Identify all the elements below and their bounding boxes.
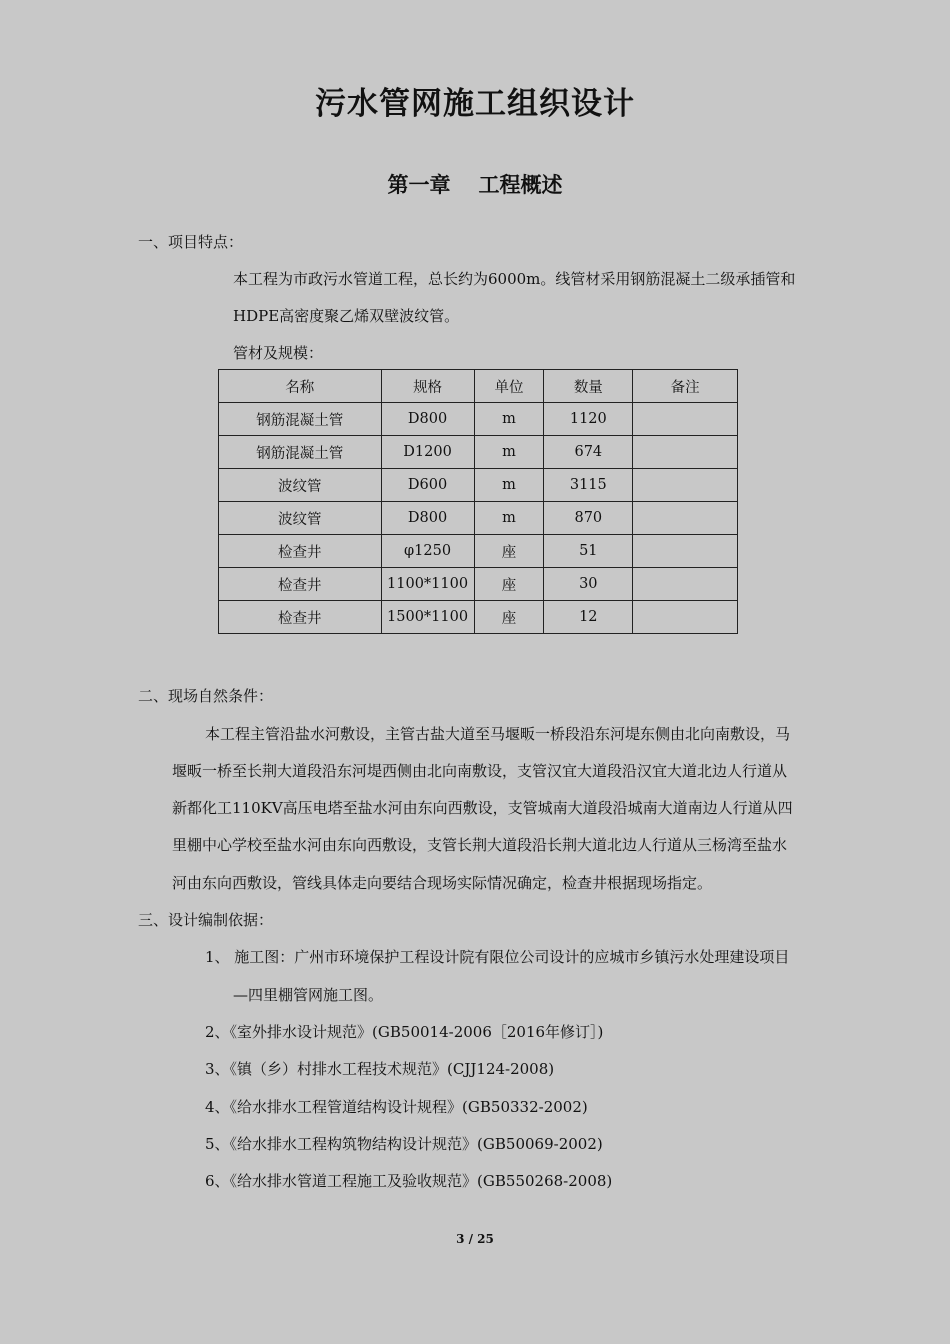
materials-table (218, 369, 738, 634)
cell-remark (633, 601, 738, 634)
section2-line: 河由东向西敷设，管线具体走向要结合现场实际情况确定，检查井根据现场指定。 (172, 874, 713, 892)
header-name: 名称 (219, 370, 382, 403)
cell-unit: 座 (474, 601, 544, 634)
table-row (219, 601, 738, 634)
section1-line: 本工程为市政污水管道工程，总长约为6000m。线管材采用钢筋混凝土二级承插管和 (233, 270, 796, 288)
cell-quantity: 12 (544, 601, 633, 634)
cell-name: 检查井 (219, 601, 382, 634)
cell-spec: φ1250 (381, 535, 474, 568)
reference-item: 4、《给水排水工程管道结构设计规程》(GB50332-2002) (205, 1098, 588, 1116)
table-caption: 管材及规模： (233, 344, 324, 362)
cell-remark (633, 568, 738, 601)
cell-spec: D1200 (381, 436, 474, 469)
chapter-name: 工程概述 (478, 173, 563, 197)
reference-item: 5、《给水排水工程构筑物结构设计规范》(GB50069-2002) (205, 1135, 603, 1153)
table-row (219, 436, 738, 469)
table-row (219, 502, 738, 535)
cell-quantity: 1120 (544, 403, 633, 436)
cell-spec: D800 (381, 502, 474, 535)
cell-name: 波纹管 (219, 502, 382, 535)
reference-item: 6、《给水排水管道工程施工及验收规范》(GB550268-2008) (205, 1172, 613, 1190)
cell-quantity: 30 (544, 568, 633, 601)
cell-name: 检查井 (219, 568, 382, 601)
cell-unit: m (474, 469, 544, 502)
cell-unit: m (474, 436, 544, 469)
header-unit: 单位 (474, 370, 544, 403)
page-number: 3 / 25 (456, 1232, 494, 1246)
cell-remark (633, 403, 738, 436)
document-title: 污水管网施工组织设计 (315, 86, 635, 122)
section1-heading: 一、项目特点： (138, 233, 244, 251)
cell-quantity: 3115 (544, 469, 633, 502)
cell-unit: 座 (474, 535, 544, 568)
cell-name: 波纹管 (219, 469, 382, 502)
cell-unit: 座 (474, 568, 544, 601)
table-row (219, 535, 738, 568)
cell-remark (633, 469, 738, 502)
table-header-row (219, 370, 738, 403)
cell-remark (633, 502, 738, 535)
section2-line: 新都化工110KV高压电塔至盐水河由东向西敷设，支管城南大道段沿城南大道南边人行道从四 (172, 799, 793, 817)
cell-quantity: 51 (544, 535, 633, 568)
cell-spec: D600 (381, 469, 474, 502)
cell-name: 钢筋混凝土管 (219, 436, 382, 469)
section2-line: 堰畈一桥至长荆大道段沿东河堤西侧由北向南敷设，支管汉宜大道段沿汉宜大道北边人行道从 (172, 762, 788, 780)
reference-item: 3、《镇（乡）村排水工程技术规范》(CJJ124-2008) (205, 1060, 555, 1078)
section2-heading: 二、现场自然条件： (138, 687, 274, 705)
cell-quantity: 870 (544, 502, 633, 535)
reference-item: 2、《室外排水设计规范》(GB50014-2006［2016年修订］) (205, 1023, 604, 1041)
header-remark: 备注 (633, 370, 738, 403)
cell-spec: 1100*1100 (381, 568, 474, 601)
cell-unit: m (474, 403, 544, 436)
header-spec: 规格 (381, 370, 474, 403)
chapter-number: 第一章 (387, 173, 451, 197)
reference-item: —四里棚管网施工图。 (233, 986, 384, 1004)
cell-remark (633, 535, 738, 568)
section2-line: 本工程主管沿盐水河敷设，主管古盐大道至马堰畈一桥段沿东河堤东侧由北向南敷设，马 (205, 725, 791, 743)
section3-heading: 三、设计编制依据： (138, 911, 274, 929)
table-row (219, 403, 738, 436)
cell-spec: D800 (381, 403, 474, 436)
section1-line: HDPE高密度聚乙烯双壁波纹管。 (233, 307, 460, 325)
table-row (219, 469, 738, 502)
reference-item: 1、 施工图：广州市环境保护工程设计院有限位公司设计的应城市乡镇污水处理建设项目 (205, 948, 790, 966)
cell-name: 钢筋混凝土管 (219, 403, 382, 436)
header-quantity: 数量 (544, 370, 633, 403)
table-row (219, 568, 738, 601)
cell-unit: m (474, 502, 544, 535)
cell-quantity: 674 (544, 436, 633, 469)
cell-name: 检查井 (219, 535, 382, 568)
chapter-heading (0, 169, 950, 199)
cell-remark (633, 436, 738, 469)
cell-spec: 1500*1100 (381, 601, 474, 634)
section2-line: 里棚中心学校至盐水河由东向西敷设，支管长荆大道段沿长荆大道北边人行道从三杨湾至盐水 (172, 836, 788, 854)
